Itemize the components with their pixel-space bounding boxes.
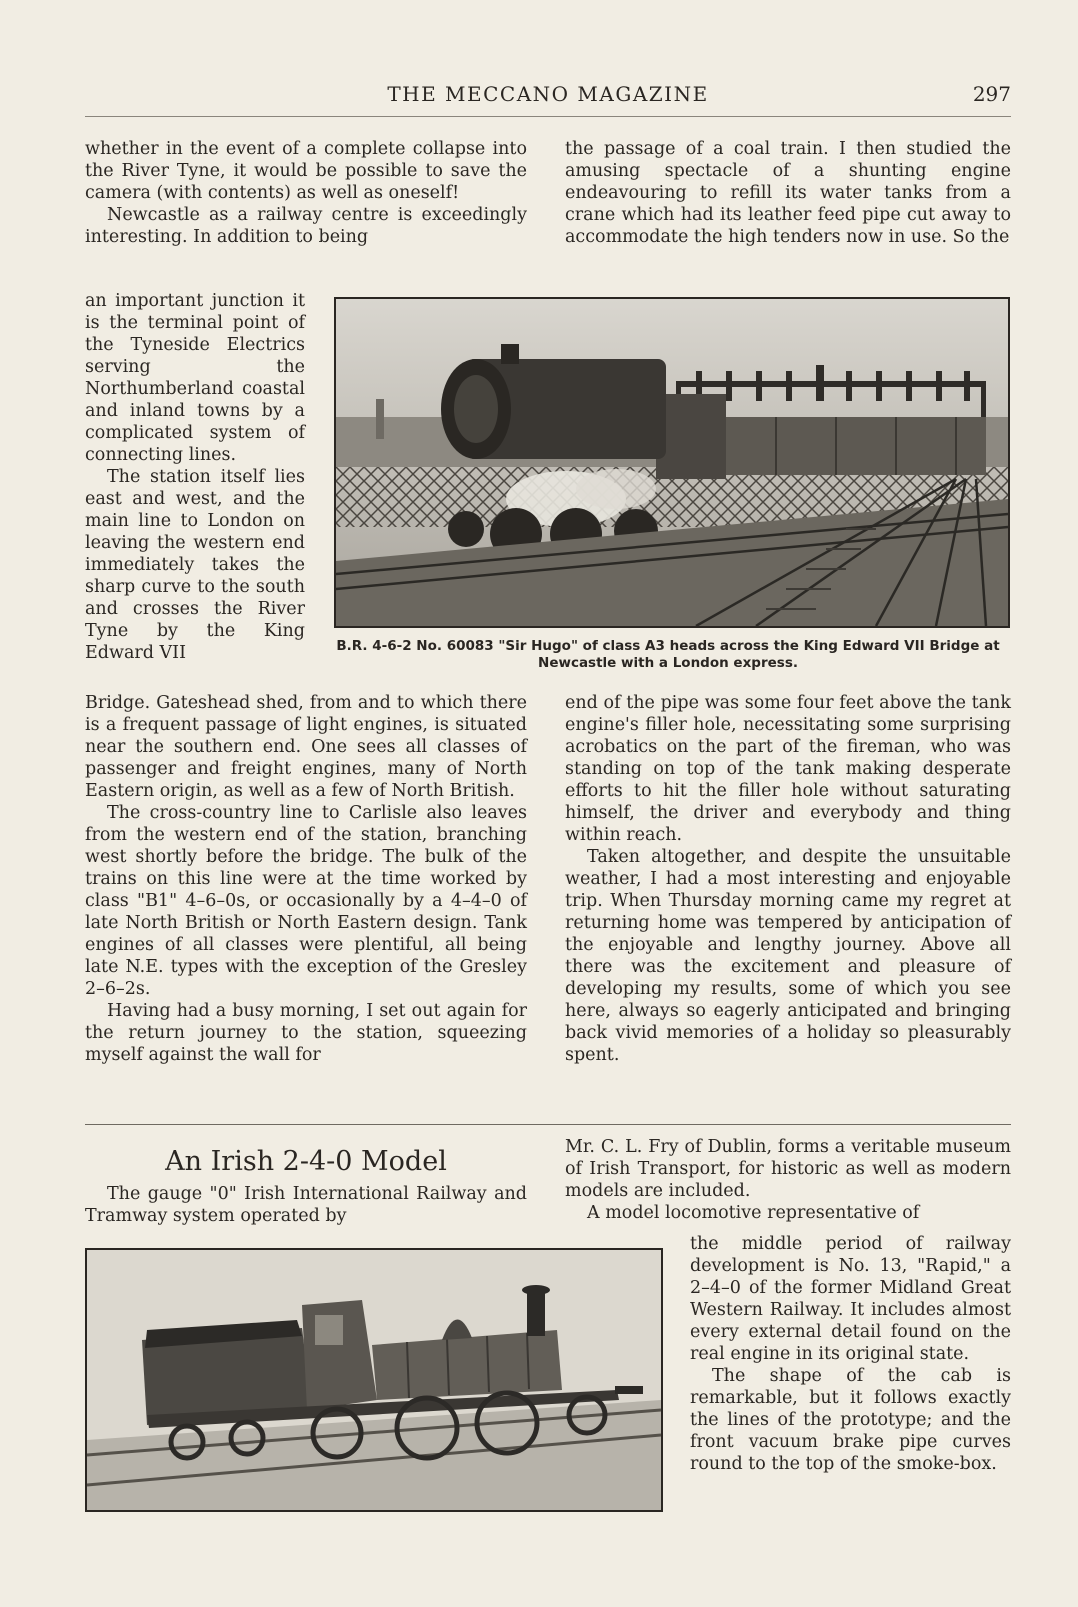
article2-right-top [565, 1136, 1011, 1224]
article1-left-bottom [85, 692, 527, 1066]
article1-right-bottom [565, 692, 1011, 1066]
article2-right-narrow [690, 1233, 1011, 1475]
paragraph: The cross-country line to Carlisle also leaves from the western end of the station, branching west shortly before the bridge. The bulk of the trains on this line were at the time worked by class "B1" 4–6–0s, or occasionally by a 4–4–0 of late North British or North Eastern design. Tank engines of all classes were plentiful, all being late N.E. types with the exception of the Gresley 2–6–2s. [85, 803, 527, 999]
page-header [85, 82, 1011, 117]
paragraph: The gauge "0" Irish International Railway and Tramway system operated by [85, 1184, 527, 1226]
article-divider [85, 1124, 1011, 1125]
paragraph: Mr. C. L. Fry of Dublin, forms a veritable museum of Irish Transport, for historic as well as modern models are included. [565, 1137, 1011, 1201]
paragraph: Having had a busy morning, I set out again for the return journey to the station, squeezing myself against the wall for [85, 1001, 527, 1065]
article1-right-top [565, 138, 1011, 248]
article-heading: An Irish 2-4-0 Model [165, 1146, 447, 1177]
paragraph: whether in the event of a complete collapse into the River Tyne, it would be possible to save the camera (with contents) as well as oneself! [85, 139, 527, 203]
paragraph: the passage of a coal train. I then studied the amusing spectacle of a shunting engine endeavouring to refill its water tanks from a crane which had its leather feed pipe cut away to accommodate the high tenders now in use. So the [565, 139, 1011, 247]
paragraph: the middle period of railway development is No. 13, "Rapid," a 2–4–0 of the former Midland Great Western Railway. It includes almost every external detail found on the real engine in its original state. [690, 1234, 1011, 1364]
article1-left-top [85, 138, 527, 248]
article2-left [85, 1183, 527, 1227]
paragraph: end of the pipe was some four feet above the tank engine's filler hole, necessitating some surprising acrobatics on the part of the fireman, who was standing on top of the tank making desperate efforts to hit the filler hole without saturating himself, the driver and everybody and thing within reach. [565, 693, 1011, 845]
express-locomotive-photo [334, 297, 1010, 628]
paragraph: The station itself lies east and west, and the main line to London on leaving the western end immediately takes the sharp curve to the south and crosses the River Tyne by the King Edward VII [85, 467, 305, 663]
model-locomotive-photo [85, 1248, 663, 1512]
paragraph: Bridge. Gateshead shed, from and to which there is a frequent passage of light engines, is situated near the southern end. One sees all classes of passenger and freight engines, many of North Eastern origin, as well as a few of North British. [85, 693, 527, 801]
photo-caption: B.R. 4-6-2 No. 60083 "Sir Hugo" of class A3 heads across the King Edward VII Bridge at Newcastle with a London express. [336, 638, 1000, 671]
paragraph: Taken altogether, and despite the unsuitable weather, I had a most interesting and enjoyable trip. When Thursday morning came my regret at returning home was tempered by anticipation of the enjoyable and lengthy journey. Above all there was the excitement and pleasure of developing my results, some of which you see here, always so eagerly anticipated and bringing back vivid memories of a holiday so pleasurably spent. [565, 847, 1011, 1065]
paragraph: The shape of the cab is remarkable, but it follows exactly the lines of the prototype; and the front vacuum brake pipe curves round to the top of the smoke-box. [690, 1366, 1011, 1474]
page-number: 297 [972, 82, 1011, 106]
paragraph: an important junction it is the terminal point of the Tyneside Electrics serving the Northumberland coastal and inland towns by a complicated system of connecting lines. [85, 291, 305, 465]
paragraph: A model locomotive representative of [587, 1203, 920, 1223]
magazine-title: THE MECCANO MAGAZINE [387, 82, 709, 106]
paragraph: Newcastle as a railway centre is exceedingly interesting. In addition to being [85, 205, 527, 247]
article1-left-narrow [85, 290, 305, 664]
